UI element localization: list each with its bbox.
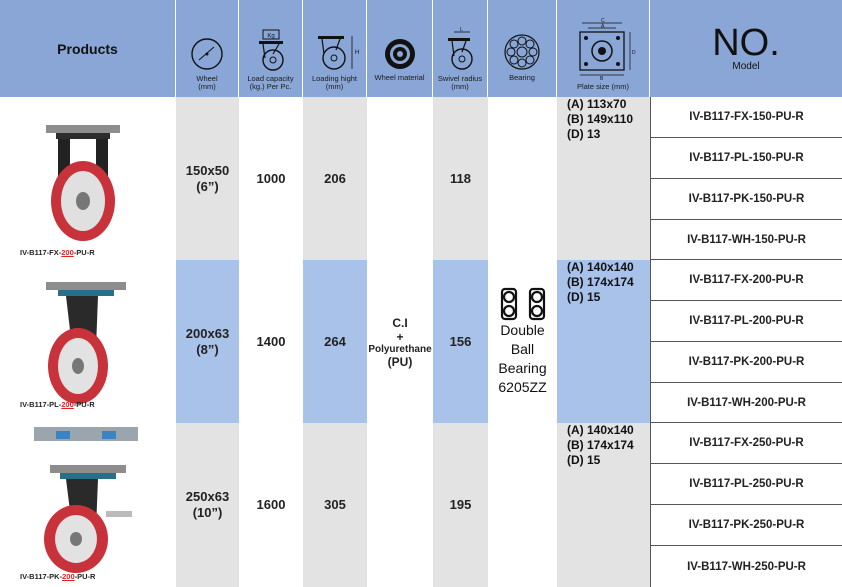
model-cell: IV-B117-PL-150-PU-R	[650, 138, 842, 179]
plate-label-c: C	[601, 18, 605, 24]
model-cell: IV-B117-FX-250-PU-R	[650, 423, 842, 464]
product-image-cell	[0, 423, 176, 587]
wheel-size-cell: 250x63 (10”)	[176, 423, 239, 587]
header-bearing	[488, 0, 557, 97]
model-cell: IV-B117-PL-200-PU-R	[650, 301, 842, 342]
svg-text:L: L	[460, 27, 463, 33]
swivel-radius-cell: 195	[433, 423, 488, 587]
product-image-cell	[0, 260, 176, 423]
header-products	[0, 0, 176, 97]
swivel-caster-image	[36, 278, 136, 413]
plate-size-cell: (A) 113x70 (B) 149x110 (D) 13	[557, 97, 650, 260]
header-swivel-label: Swivel radius	[437, 74, 483, 83]
loading-height-icon	[312, 32, 358, 72]
header-bearing-label: Bearing	[509, 73, 535, 82]
header-model-label: Model	[732, 61, 760, 72]
model-cell: IV-B117-FX-150-PU-R	[650, 97, 842, 138]
header-load	[239, 0, 303, 97]
model-cell: IV-B117-FX-200-PU-R	[650, 260, 842, 301]
product-caption: IV-B117-FX-200-PU-R	[20, 248, 95, 257]
wheel-size-cell: 150x50 (6”)	[176, 97, 239, 260]
model-cell: IV-B117-PK-200-PU-R	[650, 342, 842, 383]
loading-height-cell: 206	[303, 97, 367, 260]
header-plate	[557, 0, 650, 97]
header-loading	[303, 0, 367, 97]
header-wheel-label: Wheel	[196, 74, 218, 83]
load-icon-text: Kg	[266, 33, 275, 40]
loading-height-cell: 264	[303, 260, 367, 423]
wheel-material-cell: C.I + Polyurethane (PU)	[367, 97, 433, 587]
bearing-cell	[488, 97, 557, 260]
swivel-radius-icon	[440, 28, 480, 72]
model-cell: IV-B117-PL-250-PU-R	[650, 464, 842, 505]
header-no	[650, 0, 842, 97]
plate-label-b: B	[600, 76, 604, 82]
header-plate-label: Plate size (mm)	[576, 82, 630, 91]
wheel-size-cell: 200x63 (8”)	[176, 260, 239, 423]
header-swivel-unit: (mm)	[451, 82, 469, 91]
product-caption: IV-B117-PK-200-PU-R	[20, 572, 96, 581]
bearing-type-cell: Double Ball Bearing 6205ZZ	[488, 260, 557, 423]
swivel-radius-cell: 118	[433, 97, 488, 260]
load-capacity-cell: 1000	[239, 97, 303, 260]
header-wheel	[176, 0, 239, 97]
bearing-cell	[488, 423, 557, 587]
header-wheel-unit: (mm)	[198, 82, 216, 91]
load-capacity-cell: 1400	[239, 260, 303, 423]
product-image-cell	[0, 97, 176, 260]
swivel-radius-cell: 156	[433, 260, 488, 423]
ball-bearing-icon	[503, 33, 541, 71]
load-caster-icon	[251, 28, 291, 72]
header-swivel	[433, 0, 488, 97]
wheel-material-icon	[383, 37, 417, 71]
product-caption: IV-B117-PL-200-PU-R	[20, 400, 95, 409]
plate-label-a: A	[601, 23, 605, 30]
header-loading-label: Loading hight	[311, 74, 358, 83]
model-cell: IV-B117-WH-150-PU-R	[650, 220, 842, 260]
header-load-unit: (kg.) Per Pc.	[249, 82, 292, 91]
header-material	[367, 0, 433, 97]
svg-text:H: H	[354, 50, 359, 56]
plate-size-cell: (A) 140x140 (B) 174x174 (D) 15	[557, 260, 650, 423]
model-cell: IV-B117-WH-250-PU-R	[650, 546, 842, 587]
brake-caster-image	[26, 425, 146, 575]
header-load-label: Load capacity	[247, 74, 294, 83]
model-cell: IV-B117-WH-200-PU-R	[650, 383, 842, 423]
load-capacity-cell: 1600	[239, 423, 303, 587]
header-products-label: Products	[57, 40, 118, 57]
model-cell: IV-B117-PK-150-PU-R	[650, 179, 842, 220]
loading-height-cell: 305	[303, 423, 367, 587]
double-bearing-icon	[496, 287, 550, 321]
svg-text:D: D	[632, 50, 636, 56]
model-cell: IV-B117-PK-250-PU-R	[650, 505, 842, 546]
header-material-label: Wheel material	[374, 73, 425, 82]
header-loading-unit: (mm)	[325, 82, 344, 91]
header-no-label: NO.	[712, 22, 780, 64]
plate-size-cell: (A) 140x140 (B) 174x174 (D) 15	[557, 423, 650, 587]
plate-size-icon	[568, 18, 638, 80]
wheel-diameter-icon	[189, 36, 225, 72]
fixed-caster-image	[38, 121, 128, 251]
